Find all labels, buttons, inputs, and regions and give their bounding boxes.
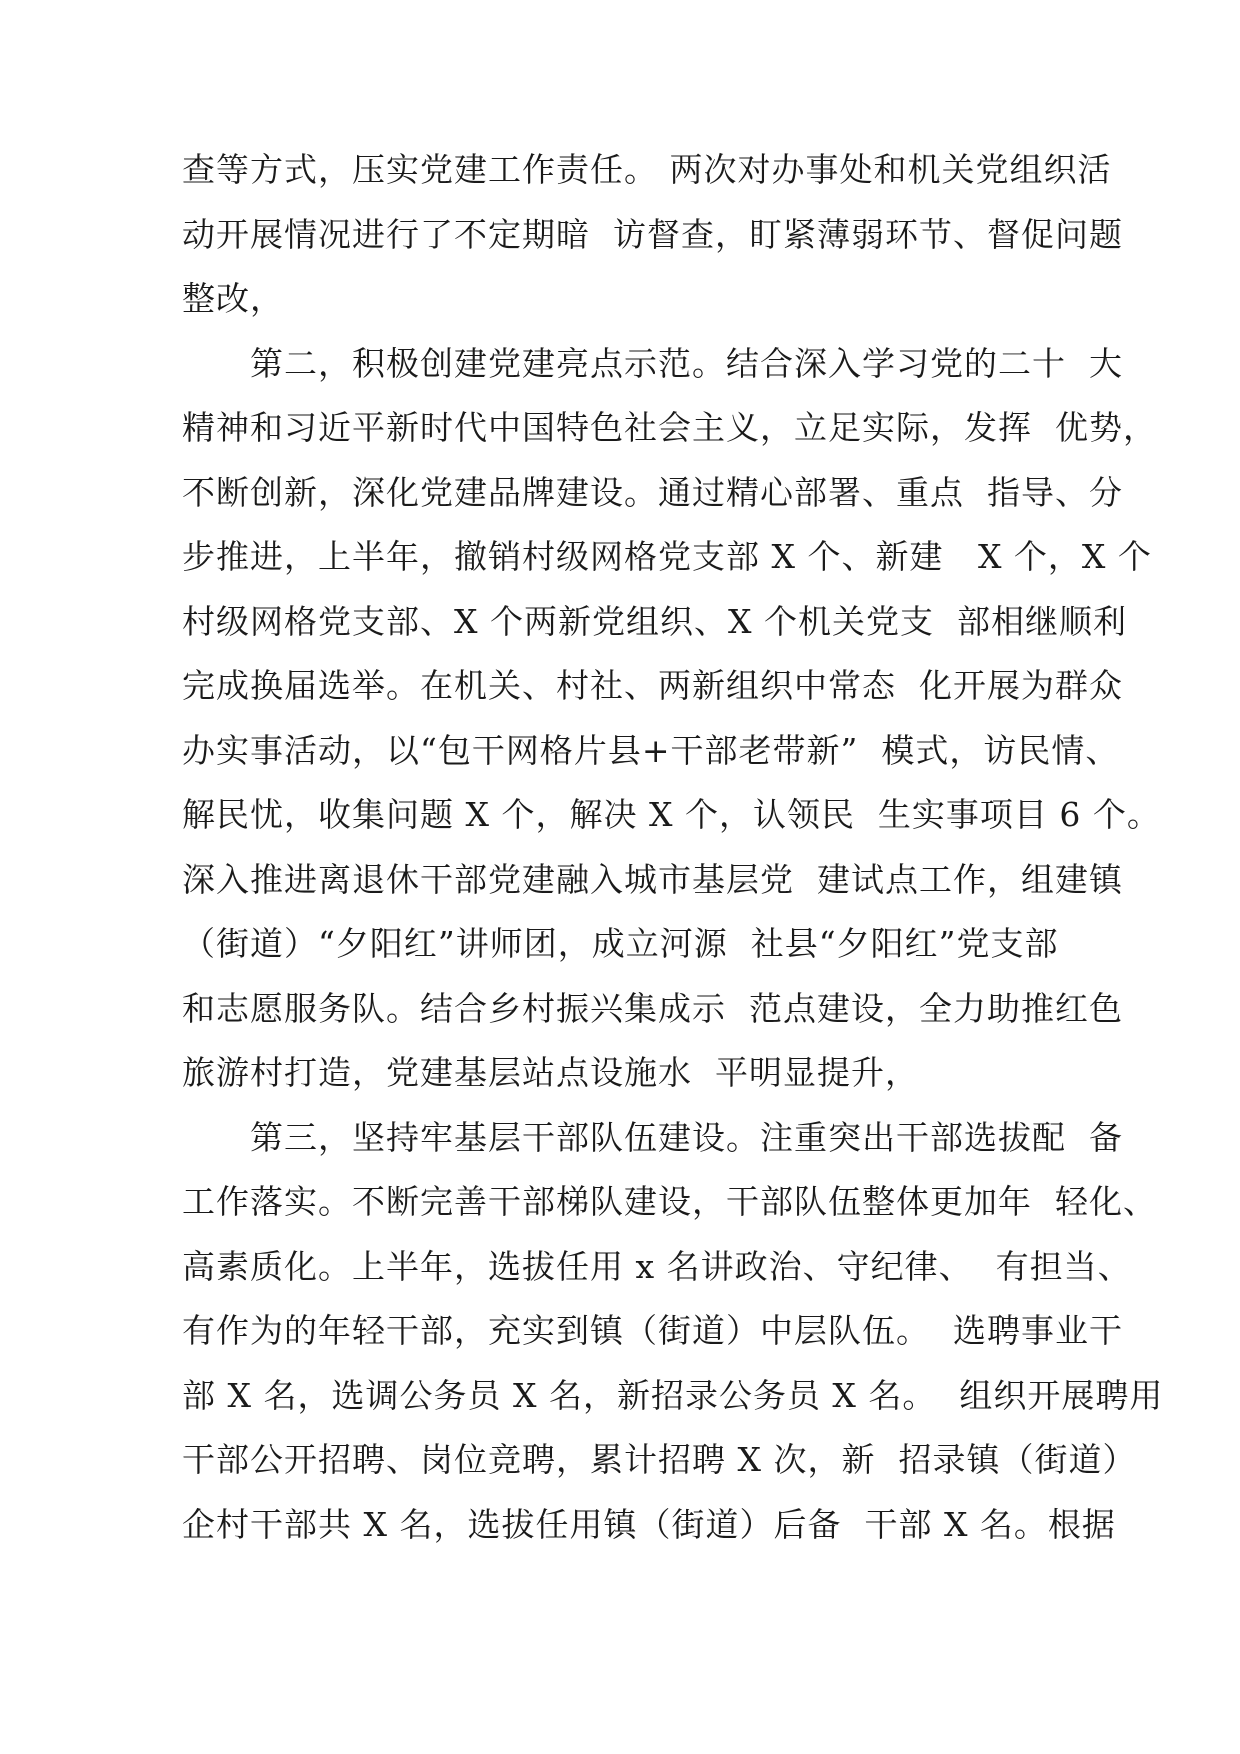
paragraph-line: 第二，积极创建党建亮点示范。结合深入学习党的二十 大 [250,343,1123,383]
paragraph-line: 第三，坚持牢基层干部队伍建设。注重突出干部选拔配 备 [250,1117,1123,1157]
paragraph-line: 查等方式，压实党建工作责任。 两次对办事处和机关党组织活 [182,150,1112,189]
paragraph-line: 整改， [182,279,284,318]
paragraph-line: （街道）“夕阳红”讲师团，成立河源 社县“夕阳红”党支部 [182,924,1059,963]
paragraph-line: 旅游村打造，党建基层站点设施水 平明显提升， [182,1053,919,1092]
paragraph-line: 步推进，上半年，撤销村级网格党支部 X 个、新建 X 个，X 个 [182,537,1152,576]
paragraph-line: 和志愿服务队。结合乡村振兴集成示 范点建设，全力助推红色 [182,988,1123,1028]
paragraph-line: 精神和习近平新时代中国特色社会主义，立足实际，发挥 优势， [182,408,1157,447]
paragraph-line: 村级网格党支部、X 个两新党组织、X 个机关党支 部相继顺利 [182,601,1127,641]
paragraph-line: 不断创新，深化党建品牌建设。通过精心部署、重点 指导、分 [182,472,1123,512]
document-body [182,138,1164,1557]
paragraph-1 [182,138,1123,332]
paragraph-line: 高素质化。上半年，选拔任用 x 名讲政治、守纪律、 有担当、 [182,1246,1132,1286]
paragraph-line: 干部公开招聘、岗位竞聘，累计招聘 X 次，新 招录镇（街道） [182,1440,1137,1479]
paragraph-line: 有作为的年轻干部，充实到镇（街道）中层队伍。 选聘事业干 [182,1311,1123,1350]
paragraph-line: 部 X 名，选调公务员 X 名，新招录公务员 X 名。 组织开展聘用 [182,1375,1164,1415]
paragraph-3 [182,1106,1164,1558]
paragraph-2 [182,332,1161,1106]
paragraph-line: 工作落实。不断完善干部梯队建设，干部队伍整体更加年 轻化、 [182,1182,1157,1221]
paragraph-line: 完成换届选举。在机关、村社、两新组织中常态 化开展为群众 [182,666,1123,705]
paragraph-line: 办实事活动，以“包干网格片县+干部老带新” 模式，访民情、 [182,730,1120,770]
paragraph-line: 深入推进离退休干部党建融入城市基层党 建试点工作，组建镇 [182,859,1123,899]
paragraph-line: 动开展情况进行了不定期暗 访督查，盯紧薄弱环节、督促问题 [182,214,1123,254]
paragraph-line: 解民忧，收集问题 X 个，解决 X 个，认领民 生实事项目 6 个。 [182,795,1161,834]
paragraph-line: 企村干部共 X 名，选拔任用镇（街道）后备 干部 X 名。根据 [182,1504,1116,1544]
